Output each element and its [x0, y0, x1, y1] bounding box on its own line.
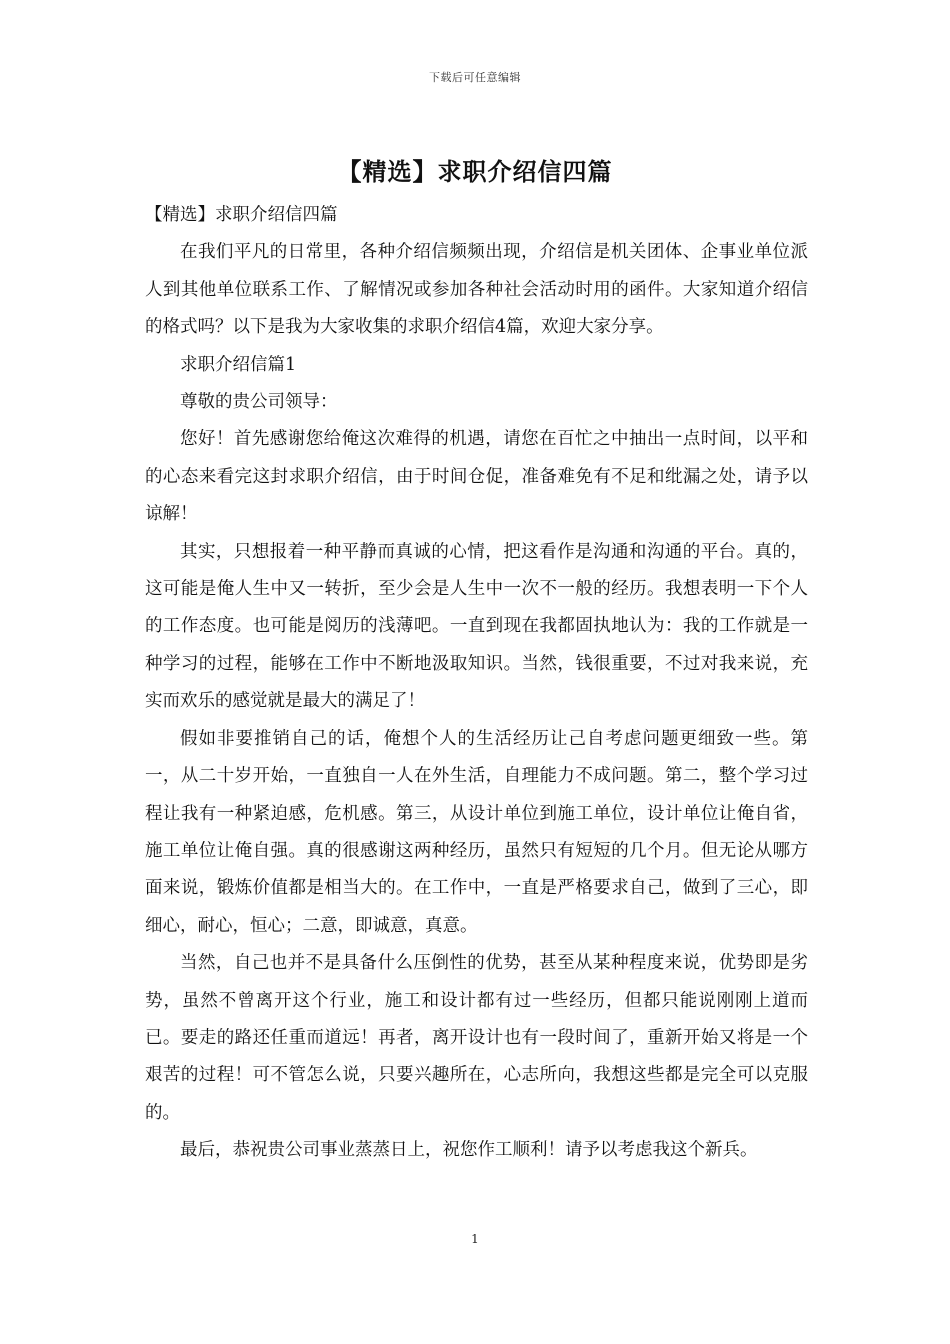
salutation: 尊敬的贵公司领导： — [180, 392, 338, 413]
document-body — [145, 197, 808, 1170]
body-paragraph-4: 当然，自己也并不是具备什么压倒性的优势，甚至从某种程度来说，优势即是劣势，虽然不曾离开这个行业，施工和设计都有过一些经历，但都只能说刚刚上道而已。要走的路还任重而道远！再者，离开设计也有一段时间了，重新开始又将是一个艰苦的过程！可不管怎么说，只要兴趣所在，心志所向，我想这些都是完全可以克服的。 — [145, 953, 808, 1123]
section-heading: 求职介绍信篇1 — [180, 354, 297, 375]
body-paragraph-3: 假如非要推销自己的话，俺想个人的生活经历让己自考虑问题更细致一些。第一，从二十岁开始，一直独自一人在外生活，自理能力不成问题。第二，整个学习过程让我有一种紧迫感，危机感。第三，从设计单位到施工单位，设计单位让俺自省，施工单位让俺自强。真的很感谢这两种经历，虽然只有短短的几个月。但无论从哪方面来说，锻炼价值都是相当大的。在工作中，一直是严格要求自己，做到了三心，即细心，耐心，恒心；二意，即诚意，真意。 — [145, 728, 808, 936]
body-paragraph-5: 最后，恭祝贵公司事业蒸蒸日上，祝您作工顺利！请予以考虑我这个新兵。 — [180, 1140, 758, 1161]
document-subtitle: 【精选】求职介绍信四篇 — [145, 205, 338, 225]
page-number: 1 — [471, 1232, 479, 1246]
page-header-note: 下载后可任意编辑 — [429, 71, 521, 84]
intro-paragraph: 在我们平凡的日常里，各种介绍信频频出现，介绍信是机关团体、企事业单位派人到其他单位联系工作、了解情况或参加各种社会活动时用的函件。大家知道介绍信的格式吗？以下是我为大家收集的求职介绍信4篇，欢迎大家分享。 — [145, 242, 808, 338]
document-title: 【精选】求职介绍信四篇 — [337, 157, 613, 186]
body-paragraph-2: 其实，只想报着一种平静而真诚的心情，把这看作是沟通和沟通的平台。真的，这可能是俺人生中又一转折，至少会是人生中一次不一般的经历。我想表明一下个人的工作态度。也可能是阅历的浅薄吧。一直到现在我都固执地认为：我的工作就是一种学习的过程，能够在工作中不断地汲取知识。当然，钱很重要，不过对我来说，充实而欢乐的感觉就是最大的满足了！ — [145, 541, 808, 712]
body-paragraph-1: 您好！首先感谢您给俺这次难得的机遇，请您在百忙之中抽出一点时间，以平和的心态来看完这封求职介绍信，由于时间仓促，准备难免有不足和纰漏之处，请予以谅解！ — [145, 429, 808, 525]
